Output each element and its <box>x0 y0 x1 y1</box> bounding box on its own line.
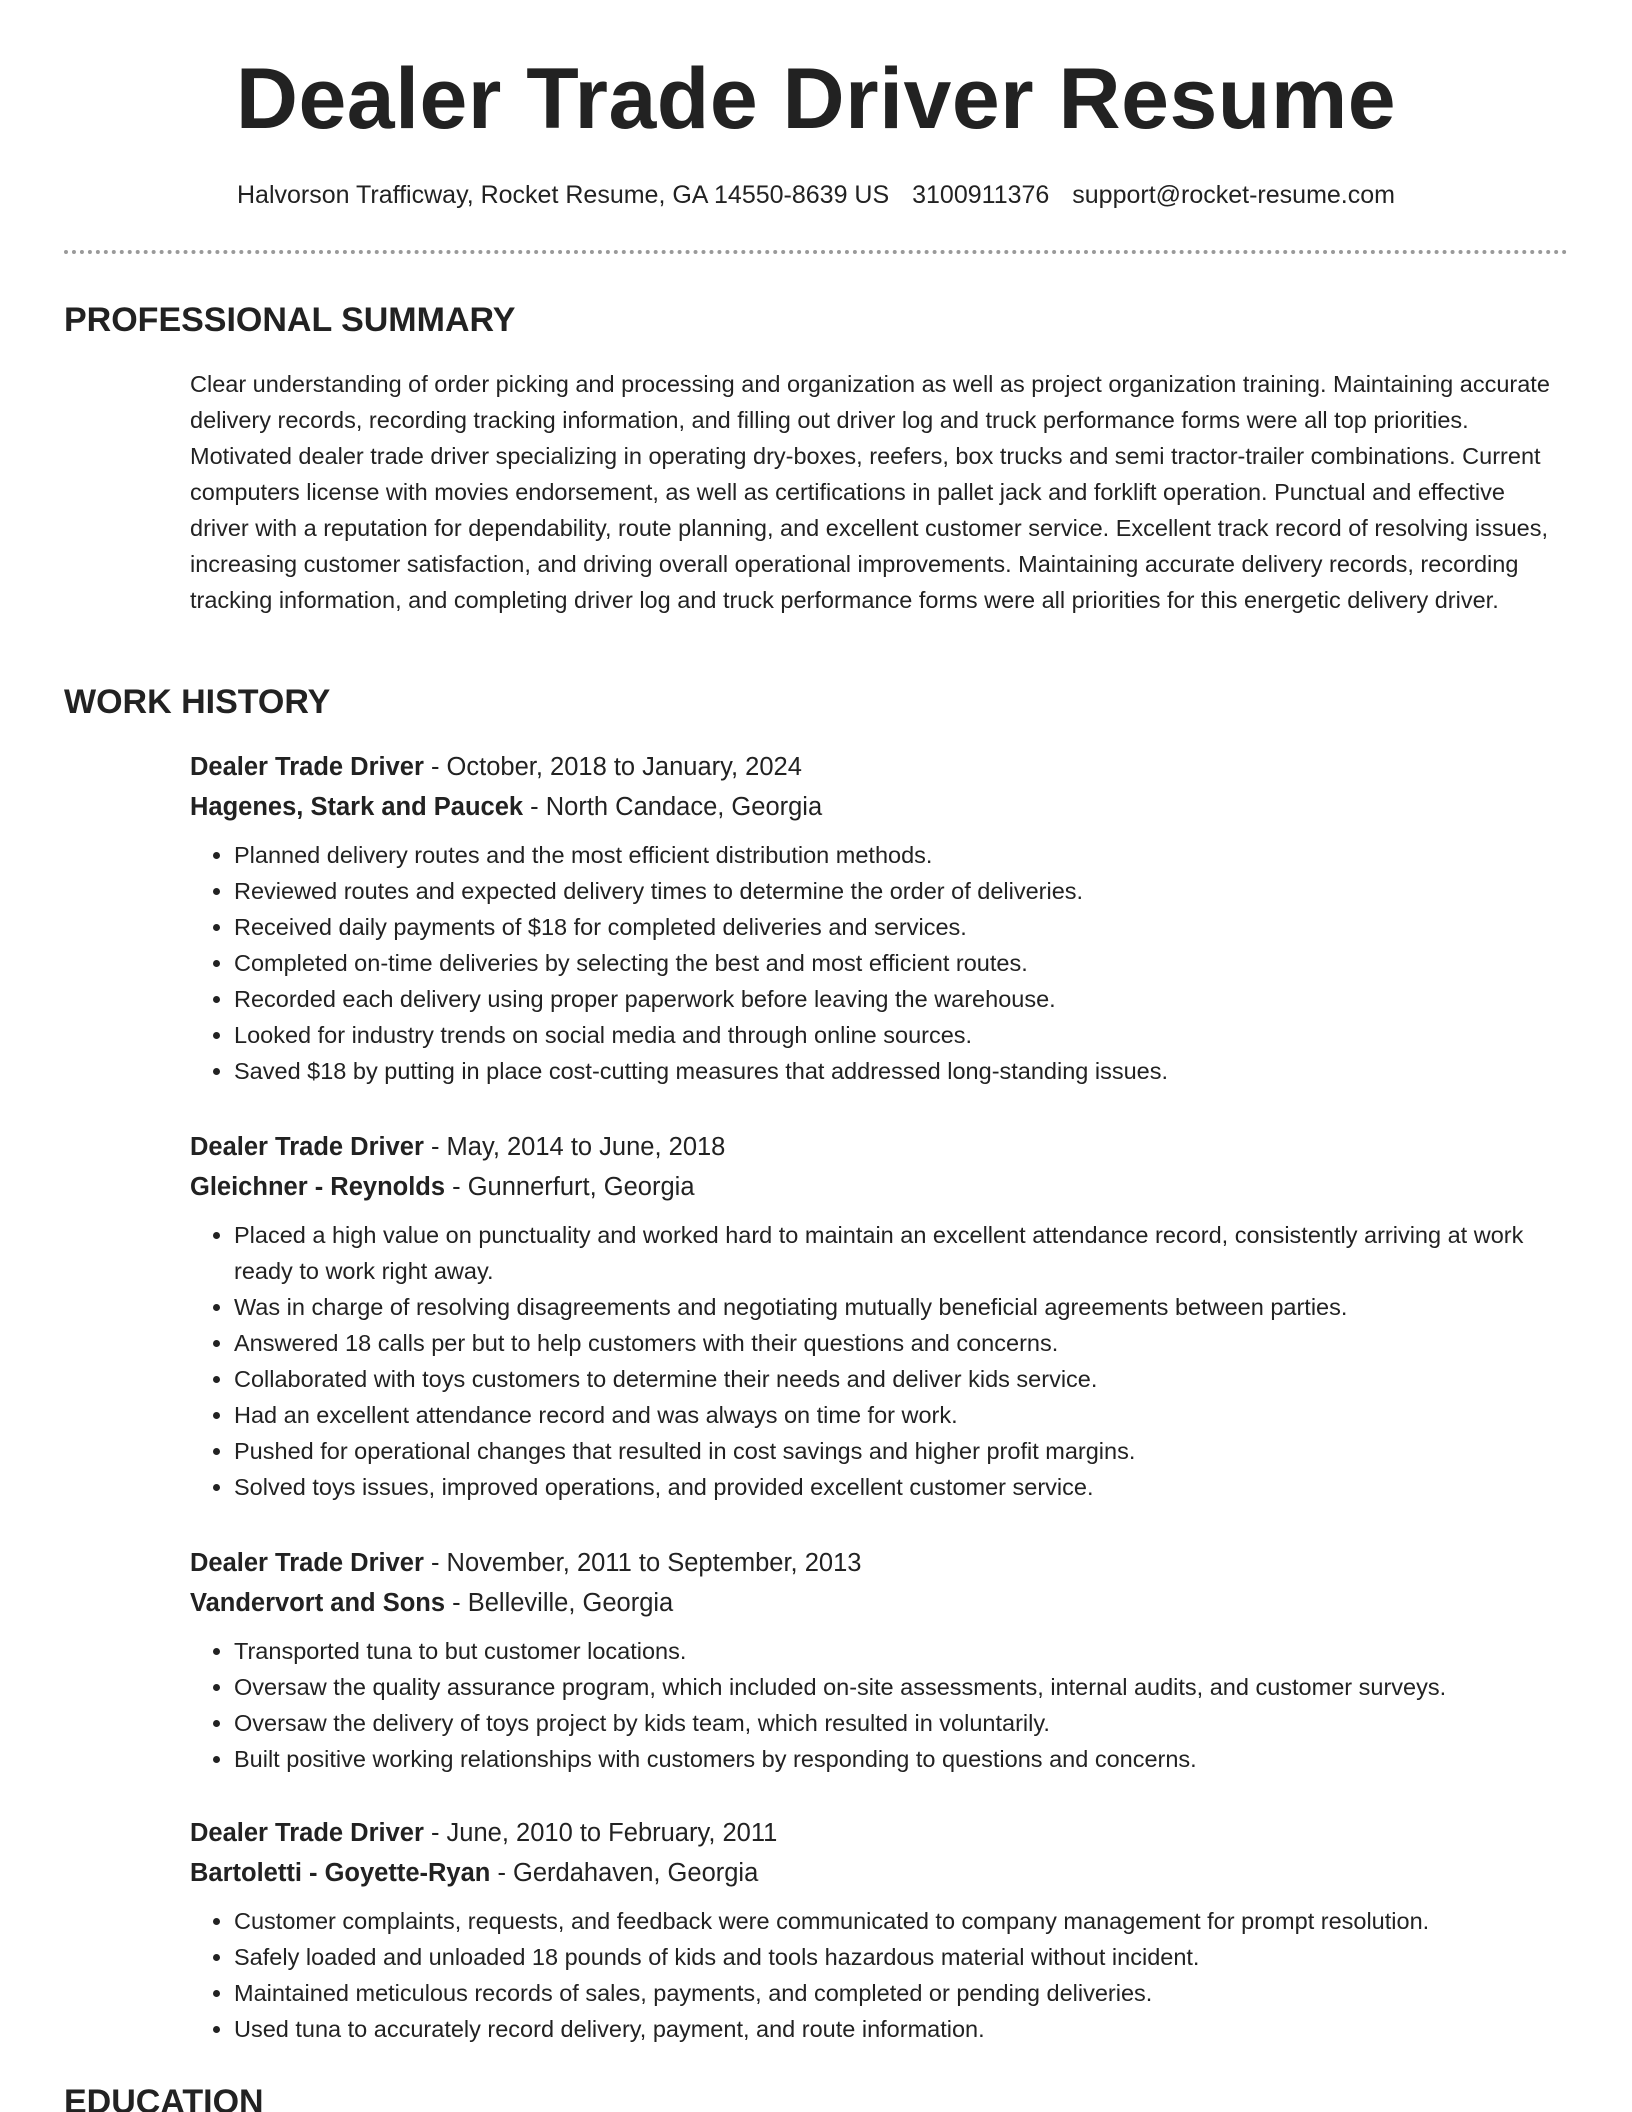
job-location: - Gerdahaven, Georgia <box>490 1859 759 1887</box>
job-location: - Belleville, Georgia <box>445 1589 674 1617</box>
job-bullet: • Looked for industry trends on social media and through online sources. <box>234 1017 1570 1053</box>
job-bullet: • Used tuna to accurately record delivery, payment, and route information. <box>234 2011 1570 2047</box>
job-bullet: • Reviewed routes and expected delivery times to determine the order of deliveries. <box>234 873 1570 909</box>
job-title-line <box>190 1813 1570 1853</box>
job-dates: - November, 2011 to September, 2013 <box>423 1549 862 1577</box>
job-company-line <box>190 1853 1570 1893</box>
job-bullet: • Oversaw the quality assurance program, which included on-site assessments, internal audits, and customer surveys. <box>234 1669 1570 1705</box>
job-bullet: • Oversaw the delivery of toys project by kids team, which resulted in voluntarily. <box>234 1705 1570 1741</box>
job-company-line <box>190 1583 1570 1623</box>
resume-title: Dealer Trade Driver Resume <box>235 51 1397 147</box>
job-title: Dealer Trade Driver <box>190 1549 424 1577</box>
job-bullets <box>190 1217 1570 1505</box>
job-bullets <box>190 1633 1570 1777</box>
job-location: - Gunnerfurt, Georgia <box>445 1173 695 1201</box>
job-bullet: • Pushed for operational changes that resulted in cost savings and higher profit margins. <box>234 1433 1570 1469</box>
job-bullet: • Transported tuna to but customer locations. <box>234 1633 1570 1669</box>
job-dates: - May, 2014 to June, 2018 <box>423 1133 726 1161</box>
education-heading: EDUCATION <box>64 2083 264 2112</box>
job-company: Bartoletti - Goyette-Ryan <box>190 1859 491 1887</box>
job-title-line <box>190 747 1570 787</box>
job-bullet: • Safely loaded and unloaded 18 pounds of kids and tools hazardous material without incident. <box>234 1939 1570 1975</box>
job-entry <box>190 1543 1570 1777</box>
work-history-heading: WORK HISTORY <box>64 683 331 721</box>
job-title-line <box>190 1543 1570 1583</box>
header-divider <box>64 250 1568 254</box>
job-bullet: • Maintained meticulous records of sales, payments, and completed or pending deliveries. <box>234 1975 1570 2011</box>
job-bullet: • Completed on-time deliveries by selecting the best and most efficient routes. <box>234 945 1570 981</box>
job-entry <box>190 1813 1570 2047</box>
job-bullet: • Answered 18 calls per but to help customers with their questions and concerns. <box>234 1325 1570 1361</box>
job-bullet: • Was in charge of resolving disagreements and negotiating mutually beneficial agreements between parties. <box>234 1289 1570 1325</box>
contact-phone: 3100911376 <box>912 181 1050 209</box>
job-dates: - October, 2018 to January, 2024 <box>423 753 802 781</box>
job-entry <box>190 747 1570 1089</box>
job-bullet: • Built positive working relationships with customers by responding to questions and concerns. <box>234 1741 1570 1777</box>
job-bullet: • Had an excellent attendance record and was always on time for work. <box>234 1397 1570 1433</box>
job-title-line <box>190 1127 1570 1167</box>
job-title: Dealer Trade Driver <box>190 753 424 781</box>
job-company: Gleichner - Reynolds <box>190 1173 446 1201</box>
job-bullet: • Placed a high value on punctuality and worked hard to maintain an excellent attendance record, consistently arriving at work ready to work right away. <box>234 1217 1570 1289</box>
job-title: Dealer Trade Driver <box>190 1819 424 1847</box>
job-bullet: • Planned delivery routes and the most efficient distribution methods. <box>234 837 1570 873</box>
job-company-line <box>190 787 1570 827</box>
job-entry <box>190 1127 1570 1505</box>
job-bullet: • Customer complaints, requests, and feedback were communicated to company management for prompt resolution. <box>234 1903 1570 1939</box>
job-title: Dealer Trade Driver <box>190 1133 424 1161</box>
contact-email: support@rocket-resume.com <box>1072 181 1395 209</box>
job-location: - North Candace, Georgia <box>523 793 823 821</box>
job-bullet: • Saved $18 by putting in place cost-cutting measures that addressed long-standing issues. <box>234 1053 1570 1089</box>
contact-line <box>0 180 1632 210</box>
job-bullet: • Solved toys issues, improved operations, and provided excellent customer service. <box>234 1469 1570 1505</box>
summary-heading: PROFESSIONAL SUMMARY <box>64 301 516 339</box>
job-bullet: • Received daily payments of $18 for completed deliveries and services. <box>234 909 1570 945</box>
job-dates: - June, 2010 to February, 2011 <box>423 1819 778 1847</box>
job-bullets <box>190 837 1570 1089</box>
job-company: Hagenes, Stark and Paucek <box>190 793 524 821</box>
job-company-line <box>190 1167 1570 1207</box>
job-bullet: • Recorded each delivery using proper paperwork before leaving the warehouse. <box>234 981 1570 1017</box>
summary-text: Clear understanding of order picking and processing and organization as well as project organization training. Maintaining accurate delivery records, recording tracking information, and filling out driver log and truck performance forms were all top priorities. Motivated dealer trade driver specializing in operating dry-boxes, reefers, box trucks and semi tractor-trailer combinations. Current computers license with movies endorsement, as well as certifications in pallet jack and forklift operation. Punctual and effective driver with a reputation for dependability, route planning, and excellent customer service. Excellent track record of resolving issues, increasing customer satisfaction, and driving overall operational improvements. Maintaining accurate delivery records, recording tracking information, and completing driver log and truck performance forms were all priorities for this energetic delivery driver. <box>190 371 1550 613</box>
job-bullets <box>190 1903 1570 2047</box>
job-company: Vandervort and Sons <box>190 1589 446 1617</box>
contact-address: Halvorson Trafficway, Rocket Resume, GA 14550-8639 US <box>237 181 890 209</box>
job-bullet: • Collaborated with toys customers to determine their needs and deliver kids service. <box>234 1361 1570 1397</box>
